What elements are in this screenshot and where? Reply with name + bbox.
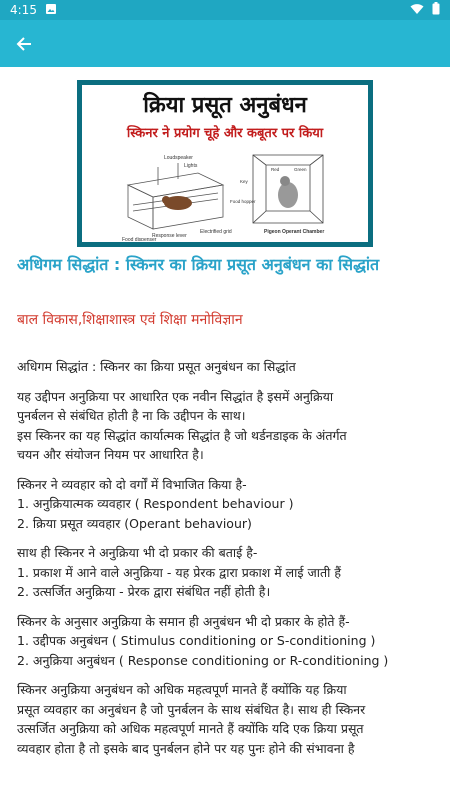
paragraph (17, 357, 442, 377)
back-button[interactable] (14, 34, 34, 54)
label-response-lever: Response lever (152, 233, 187, 239)
skinner-box-illustration (88, 145, 362, 241)
article-title: अधिगम सिद्धांत : स्किनर का क्रिया प्रसूत अनुबंधन का सिद्धांत (17, 255, 380, 274)
article-content[interactable] (0, 67, 450, 800)
text-line: उत्सर्जित अनुक्रिया को अधिक महत्वपूर्ण मानते हैं क्योंकि यदि एक क्रिया प्रसूत (17, 721, 364, 736)
text-line: यह उद्दीपन अनुक्रिया पर आधारित एक नवीन सिद्धांत है इसमें अनुक्रिया (17, 388, 334, 404)
status-bar (0, 0, 450, 20)
banner-title: क्रिया प्रसूत अनुबंधन (143, 93, 307, 118)
paragraph (17, 612, 442, 671)
text-line: अधिगम सिद्धांत : स्किनर का क्रिया प्रसूत अनुबंधन का सिद्धांत (17, 359, 296, 374)
text-line: 2. अनुक्रिया अनुबंधन ( Response conditioning or R-conditioning ) (17, 652, 389, 668)
article-body (17, 357, 442, 768)
text-line: साथ ही स्किनर ने अनुक्रिया भी दो प्रकार की बताई है- (17, 545, 258, 560)
battery-icon (432, 2, 440, 18)
image-notification-icon (45, 3, 57, 18)
label-lights: Lights (184, 163, 198, 169)
rat-skinner-box (128, 163, 223, 229)
banner-subtitle: स्किनर ने प्रयोग चूहे और कबूतर पर किया (126, 126, 324, 141)
paragraph (17, 543, 442, 602)
label-food-dispenser: Food dispenser (122, 237, 157, 241)
pigeon (278, 182, 298, 208)
wifi-icon (410, 3, 424, 18)
text-line: स्किनर ने व्यवहार को दो वर्गों में विभाजित किया है- (17, 476, 247, 492)
paragraph (17, 387, 442, 465)
article-banner-image (77, 80, 373, 247)
label-pigeon-caption: Pigeon Operant Chamber (264, 229, 325, 235)
text-line: 2. क्रिया प्रसूत व्यवहार (Operant behaviour) (17, 515, 252, 531)
label-electrified-grid: Electrified grid (200, 229, 232, 235)
text-line: व्यवहार होता है तो इसके बाद पुनर्बलन होने पर यह पुनः होने की संभावना है (17, 740, 355, 756)
paragraph (17, 475, 442, 534)
label-key: Key (240, 179, 248, 184)
label-red: Red (271, 167, 280, 172)
text-line: 2. उत्सर्जित अनुक्रिया - प्रेरक द्वारा संबंधित नहीं होती है। (17, 584, 271, 599)
text-line: 1. प्रकाश में आने वाले अनुक्रिया - यह प्रेरक द्वारा प्रकाश में लाई जाती हैं (17, 564, 341, 580)
app-bar (0, 20, 450, 67)
paragraph (17, 680, 442, 758)
back-arrow-icon (16, 36, 32, 52)
article-category: बाल विकास,शिक्षाशास्त्र एवं शिक्षा मनोविज्ञान (17, 312, 243, 328)
text-line: चयन और संयोजन नियम पर आधारित है। (17, 447, 204, 462)
text-line: प्रसूत व्यवहार का अनुबंधन है जो पुनर्बलन के साथ संबंधित है। साथ ही स्किनर (17, 701, 366, 717)
status-time: 4:15 (10, 3, 37, 17)
label-green: Green (294, 167, 307, 172)
text-line: स्किनर अनुक्रिया अनुबंधन को अधिक महत्वपूर्ण मानते हैं क्योंकि यह क्रिया (17, 682, 347, 697)
label-food-hopper: Food hopper (230, 199, 256, 204)
text-line: इस स्किनर का यह सिद्धांत कार्यात्मक सिद्धांत है जो थर्डनडाइक के अंतर्गत (17, 427, 347, 443)
text-line: पुनर्बलन से संबंधित होती है ना कि उद्दीपन के साथ। (17, 408, 246, 423)
text-line: 1. अनुक्रियात्मक व्यवहार ( Respondent behaviour ) (17, 496, 294, 511)
label-loudspeaker: Loudspeaker (164, 155, 193, 161)
text-line: स्किनर के अनुसार अनुक्रिया के समान ही अनुबंधन भी दो प्रकार के होते हैं- (17, 613, 350, 629)
text-line: 1. उद्दीपक अनुबंधन ( Stimulus conditioning or S-conditioning ) (17, 633, 376, 648)
